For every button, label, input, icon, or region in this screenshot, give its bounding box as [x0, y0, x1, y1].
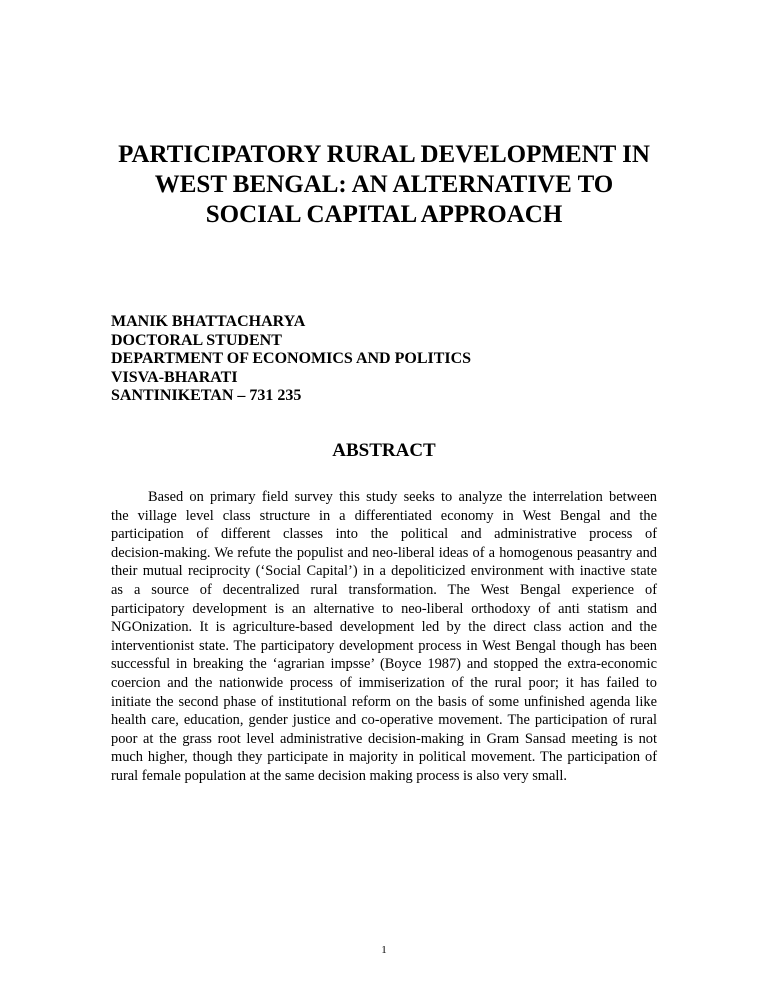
- abstract-line: much higher, though they participate in majority in political movement. The participation of: [111, 749, 657, 766]
- title-line: WEST BENGAL: AN ALTERNATIVE TO: [154, 171, 614, 198]
- abstract-line: their mutual reciprocity (‘Social Capital’) in a depoliticized environment with inactive state: [111, 563, 657, 580]
- abstract-line: interventionist state. The participatory development process in West Bengal though has been: [111, 637, 657, 654]
- title-line: PARTICIPATORY RURAL DEVELOPMENT IN: [118, 141, 650, 168]
- abstract-line: as a source of decentralized rural transformation. The West Bengal experience of: [111, 581, 657, 598]
- author-department: DEPARTMENT OF ECONOMICS AND POLITICS: [111, 350, 472, 367]
- title-line: SOCIAL CAPITAL APPROACH: [205, 201, 563, 228]
- author-position: DOCTORAL STUDENT: [111, 331, 282, 349]
- abstract-line: poor at the grass root level administrative decision-making in Gram Sansad meeting is not: [111, 730, 657, 747]
- abstract-line: participation of different classes into the political and administrative process of: [111, 526, 657, 543]
- abstract-line: initiate the second phase of institutional reform on the basis of some unfinished agenda like: [111, 693, 657, 710]
- abstract-line: the village level class structure in a differentiated economy in West Bengal and the: [111, 507, 657, 524]
- author-institution: VISVA-BHARATI: [111, 368, 238, 386]
- author-location: SANTINIKETAN – 731 235: [111, 387, 302, 404]
- abstract-line: participatory development is an alternative to neo-liberal orthodoxy of anti statism and: [111, 600, 657, 617]
- abstract-line: NGOnization. It is agriculture-based development led by the direct class action and the: [111, 619, 657, 636]
- abstract-line: health care, education, gender justice and co-operative movement. The participation of rural: [111, 712, 657, 729]
- abstract-heading: ABSTRACT: [332, 440, 436, 461]
- author-name: MANIK BHATTACHARYA: [111, 313, 306, 330]
- abstract-line: rural female population at the same decision making process is also very small.: [111, 767, 567, 784]
- abstract-line: successful in breaking the ‘agrarian impsse’ (Boyce 1987) and stopped the extra-economic: [111, 656, 657, 673]
- paper-title: [80, 140, 688, 230]
- author-affiliation-block: [111, 313, 671, 406]
- abstract-line: Based on primary field survey this study seeks to analyze the interrelation between: [148, 489, 657, 505]
- page-number: 1: [381, 944, 387, 956]
- abstract-line: coercion and the nationwide process of immiserization of the rural poor; it has failed to: [111, 674, 657, 691]
- abstract-paragraph: [111, 488, 657, 786]
- abstract-line: decision-making. We refute the populist and neo-liberal ideas of a homogenous peasantry and: [111, 544, 657, 561]
